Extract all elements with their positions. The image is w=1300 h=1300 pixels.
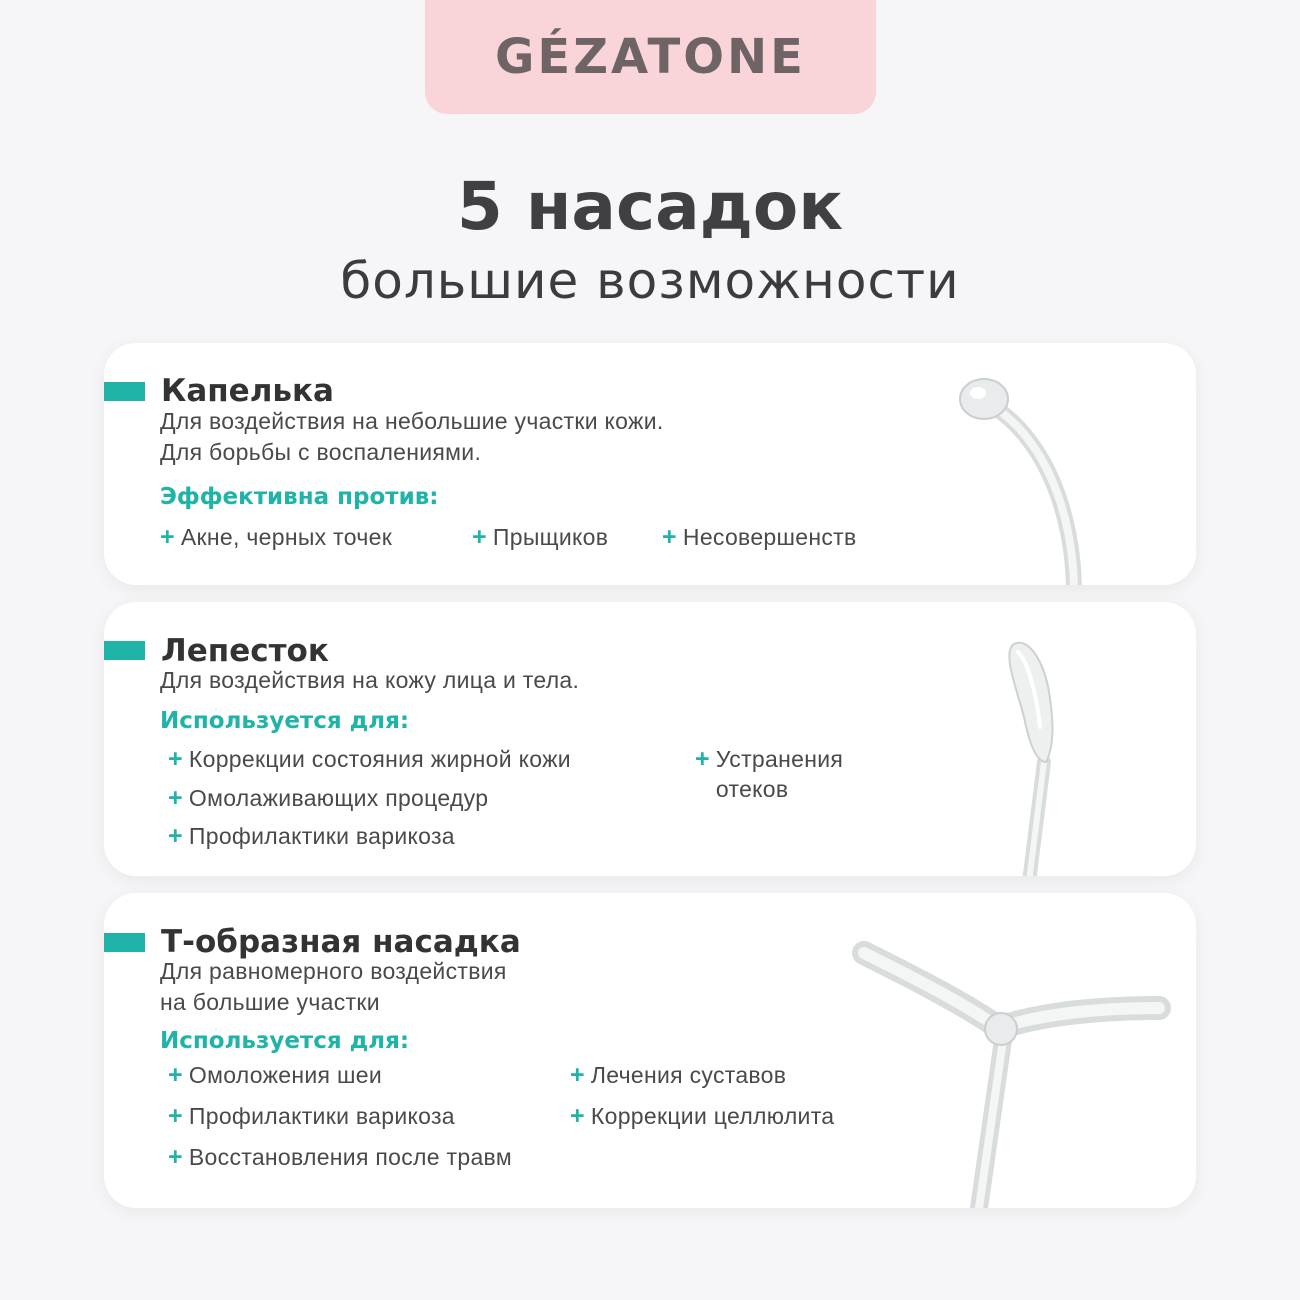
plus-icon: + — [168, 1102, 183, 1130]
feature-item: + Акне, черных точек — [160, 523, 393, 551]
card-subtitle: Используется для: — [160, 708, 410, 734]
card-title: Лепесток — [161, 633, 329, 669]
card-description — [160, 665, 579, 696]
card-description — [160, 406, 664, 468]
card-title: Т-образная насадка — [161, 924, 521, 960]
plus-icon: + — [472, 523, 487, 551]
page-subtitle: большие возможности — [340, 252, 960, 310]
plus-icon: + — [168, 1061, 183, 1089]
feature-item: + Устранения отеков — [695, 745, 844, 802]
feature-item: + Прыщиков — [472, 523, 609, 551]
feature-item: + Лечения суставов — [570, 1061, 787, 1089]
petal-nozzle-image — [984, 632, 1164, 876]
brand-logo: GÉZATONE — [495, 29, 806, 85]
feature-item: + Несовершенств — [662, 523, 857, 551]
plus-icon: + — [160, 523, 175, 551]
card-subtitle: Эффективна против: — [160, 484, 439, 510]
t-shaped-nozzle-image — [844, 933, 1174, 1208]
description-line: Для равномерного воздействия — [160, 958, 507, 984]
section-marker — [104, 933, 145, 952]
plus-icon: + — [662, 523, 677, 551]
plus-icon: + — [570, 1102, 585, 1130]
feature-item: + Коррекции целлюлита — [570, 1102, 835, 1130]
feature-item: + Восстановления после травм — [168, 1143, 512, 1171]
page-title: 5 насадок — [456, 168, 844, 245]
feature-item: + Профилактики варикоза — [168, 822, 455, 850]
plus-icon: + — [168, 745, 183, 773]
section-marker — [104, 641, 145, 660]
nozzle-card-t-shaped — [104, 893, 1196, 1208]
description-line: Для воздействия на кожу лица и тела. — [160, 667, 580, 693]
plus-icon: + — [570, 1061, 585, 1089]
description-line: Для борьбы с воспалениями. — [160, 439, 482, 465]
card-subtitle: Используется для: — [160, 1028, 410, 1054]
plus-icon: + — [168, 784, 183, 812]
feature-item: + Коррекции состояния жирной кожи — [168, 745, 571, 773]
plus-icon: + — [695, 745, 710, 773]
card-description — [160, 956, 507, 1018]
drop-nozzle-image — [934, 363, 1154, 585]
description-line: на большие участки — [160, 989, 380, 1015]
nozzle-card-drop — [104, 343, 1196, 585]
section-marker — [104, 382, 145, 401]
description-line: Для воздействия на небольшие участки кожи. — [160, 408, 664, 434]
feature-item: + Омоложения шеи — [168, 1061, 382, 1089]
feature-item: + Омолаживающих процедур — [168, 784, 489, 812]
brand-header — [425, 0, 876, 114]
card-title: Капелька — [161, 373, 334, 409]
plus-icon: + — [168, 1143, 183, 1171]
feature-item: + Профилактики варикоза — [168, 1102, 455, 1130]
nozzle-card-petal — [104, 602, 1196, 876]
plus-icon: + — [168, 822, 183, 850]
